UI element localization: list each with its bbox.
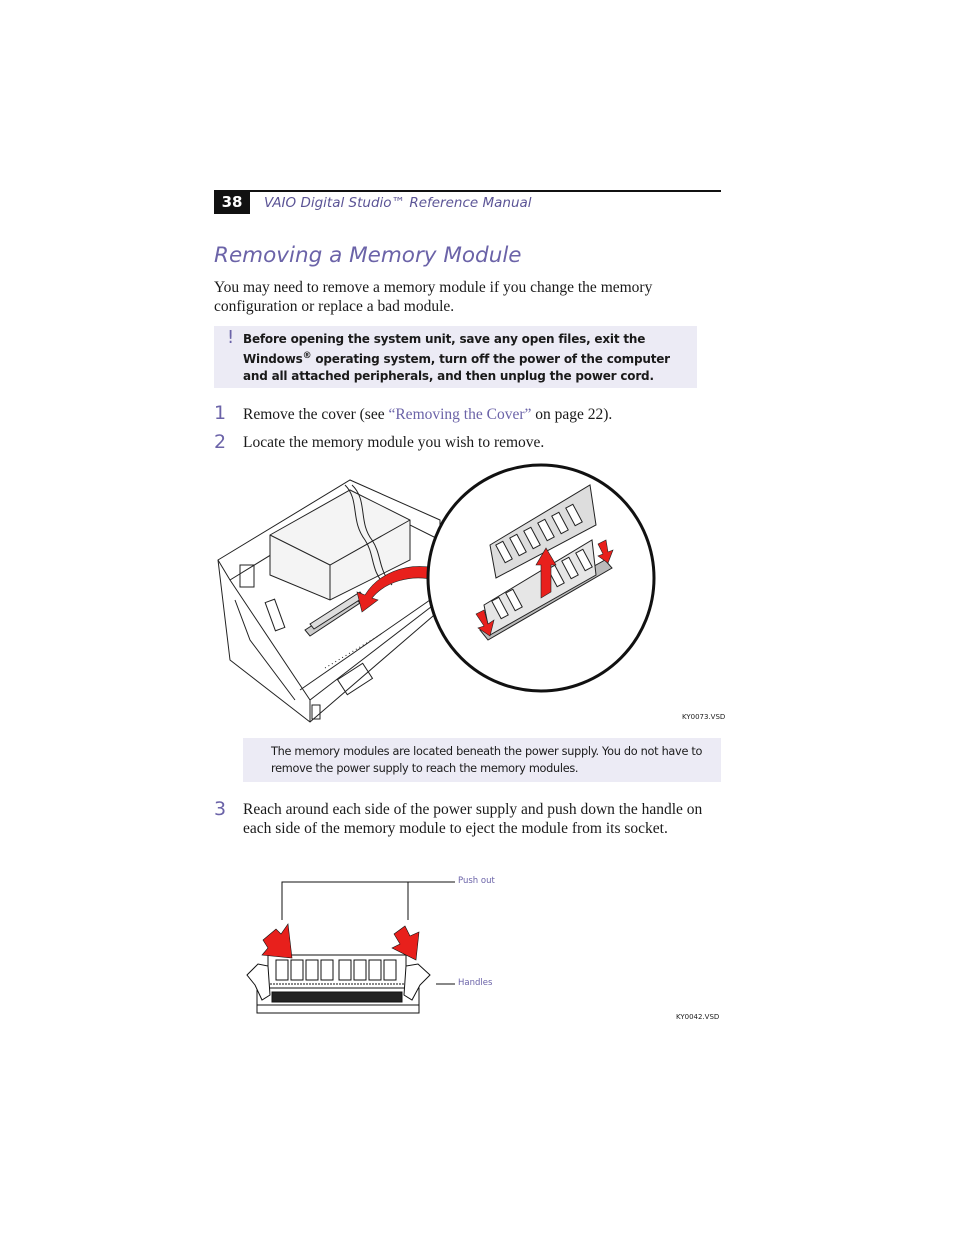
- section-title: Removing a Memory Module: [214, 243, 522, 268]
- intro-paragraph: You may need to remove a memory module if you change the memory configuration or replace a bad module.: [214, 279, 653, 315]
- page-number: 38: [214, 190, 250, 214]
- figure-1-code: KY0073.VSD: [682, 713, 726, 721]
- step-1-text-end: on page 22).: [531, 406, 613, 423]
- caution-text: [243, 331, 683, 386]
- handles-illustration: [240, 870, 510, 1018]
- figure-2-code: KY0042.VSD: [676, 1013, 720, 1021]
- memory-location-illustration: [214, 462, 724, 727]
- removing-the-cover-link[interactable]: “Removing the Cover”: [388, 406, 532, 423]
- step-1-text-start: Remove the cover (see: [243, 406, 389, 423]
- step-1-text: [243, 406, 612, 425]
- step-3-text: Reach around each side of the power supply and push down the handle on each side of the memory module to eject the module from its socket.: [243, 801, 703, 837]
- caution-icon: !: [227, 327, 235, 348]
- header-rule: [214, 190, 721, 192]
- push-out-label: Push out: [458, 876, 495, 886]
- registered-mark: ®: [302, 351, 312, 362]
- caution-text-end: operating system, turn off the power of the computer and all attached peripherals, and then unplug the power cord.: [243, 352, 670, 384]
- handles-label: Handles: [458, 978, 493, 988]
- step-3-number: 3: [214, 798, 227, 820]
- note-text: The memory modules are located beneath the power supply. You do not have to remove the power supply to reach the memory modules.: [271, 745, 703, 775]
- step-2-number: 2: [214, 431, 227, 453]
- step-1-number: 1: [214, 402, 227, 424]
- running-title: VAIO Digital Studio™ Reference Manual: [264, 195, 532, 211]
- step-2-text: Locate the memory module you wish to remove.: [243, 434, 545, 451]
- caution-text-start: Before opening the system unit, save any open files, exit the Windows: [243, 332, 646, 367]
